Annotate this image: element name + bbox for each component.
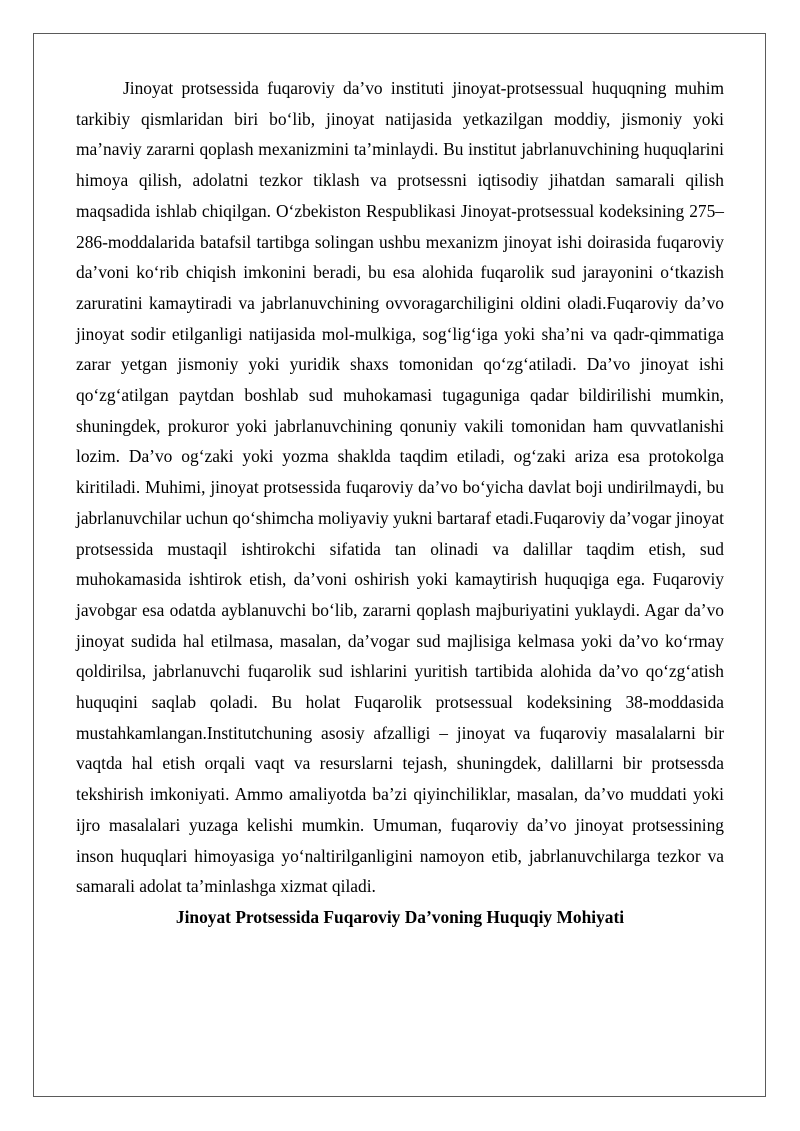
document-body <box>76 73 724 933</box>
main-paragraph: Jinoyat protsessida fuqaroviy da’vo instituti jinoyat-protsessual huquqning muhim tarkibiy qismlaridan biri bo‘lib, jinoyat natijasida yetkazilgan moddiy, jismoniy yoki ma’naviy zararni qoplash mexanizmini ta’minlaydi. Bu institut jabrlanuvchining huquqlarini himoya qilish, adolatni tezkor tiklash va protsessni iqtisodiy jihatdan samarali qilish maqsadida ishlab chiqilgan. O‘zbekiston Respublikasi Jinoyat-protsessual kodeksining 275–286-moddalarida batafsil tartibga solingan ushbu mexanizm jinoyat ishi doirasida fuqaroviy da’voni ko‘rib chiqish imkonini beradi, bu esa alohida fuqarolik sud jarayonini o‘tkazish zaruratini kamaytiradi va jabrlanuvchining ovvoragarchiligini oldini oladi.Fuqaroviy da’vo jinoyat sodir etilganligi natijasida mol-mulkiga, sog‘lig‘iga yoki sha’ni va qadr-qimmatiga zarar yetgan jismoniy yoki yuridik shaxs tomonidan qo‘zg‘atiladi. Da’vo jinoyat ishi qo‘zg‘atilgan paytdan boshlab sud muhokamasi tugaguniga qadar bildirilishi mumkin, shuningdek, prokuror yoki jabrlanuvchining qonuniy vakili tomonidan ham quvvatlanishi lozim. Da’vo og‘zaki yoki yozma shaklda taqdim etiladi, og‘zaki ariza esa protokolga kiritiladi. Muhimi, jinoyat protsessida fuqaroviy da’vo bo‘yicha davlat boji undirilmaydi, bu jabrlanuvchilar uchun qo‘shimcha moliyaviy yukni bartaraf etadi.Fuqaroviy da’vogar jinoyat protsessida mustaqil ishtirokchi sifatida tan olinadi va dalillar taqdim etish, sud muhokamasida ishtirok etish, da’voni oshirish yoki kamaytirish huquqiga ega. Fuqaroviy javobgar esa odatda ayblanuvchi bo‘lib, zararni qoplash majburiyatini yuklaydi. Agar da’vo jinoyat sudida hal etilmasa, masalan, da’vogar sud majlisiga kelmasa yoki da’vo ko‘rmay qoldirilsa, jabrlanuvchi fuqarolik sud ishlarini yuritish tartibida alohida da’vo qo‘zg‘atish huquqini saqlab qoladi. Bu holat Fuqarolik protsessual kodeksining 38-moddasida mustahkamlangan.Institutchuning asosiy afzalligi – jinoyat va fuqaroviy masalalarni bir vaqtda hal etish orqali vaqt va resurslarni tejash, shuningdek, dalillarni bir protsessda tekshirish imkoniyati. Ammo amaliyotda ba’zi qiyinchiliklar, masalan, da’vo muddati yoki ijro masalalari yuzaga kelishi mumkin. Umuman, fuqaroviy da’vo jinoyat protsessining inson huquqlari himoyasiga yo‘naltirilganligini namoyon etib, jabrlanuvchilarga tezkor va samarali adolat ta’minlashga xizmat qiladi. <box>76 78 724 897</box>
section-heading: Jinoyat Protsessida Fuqaroviy Da’voning Huquqiy Mohiyati <box>175 906 625 927</box>
